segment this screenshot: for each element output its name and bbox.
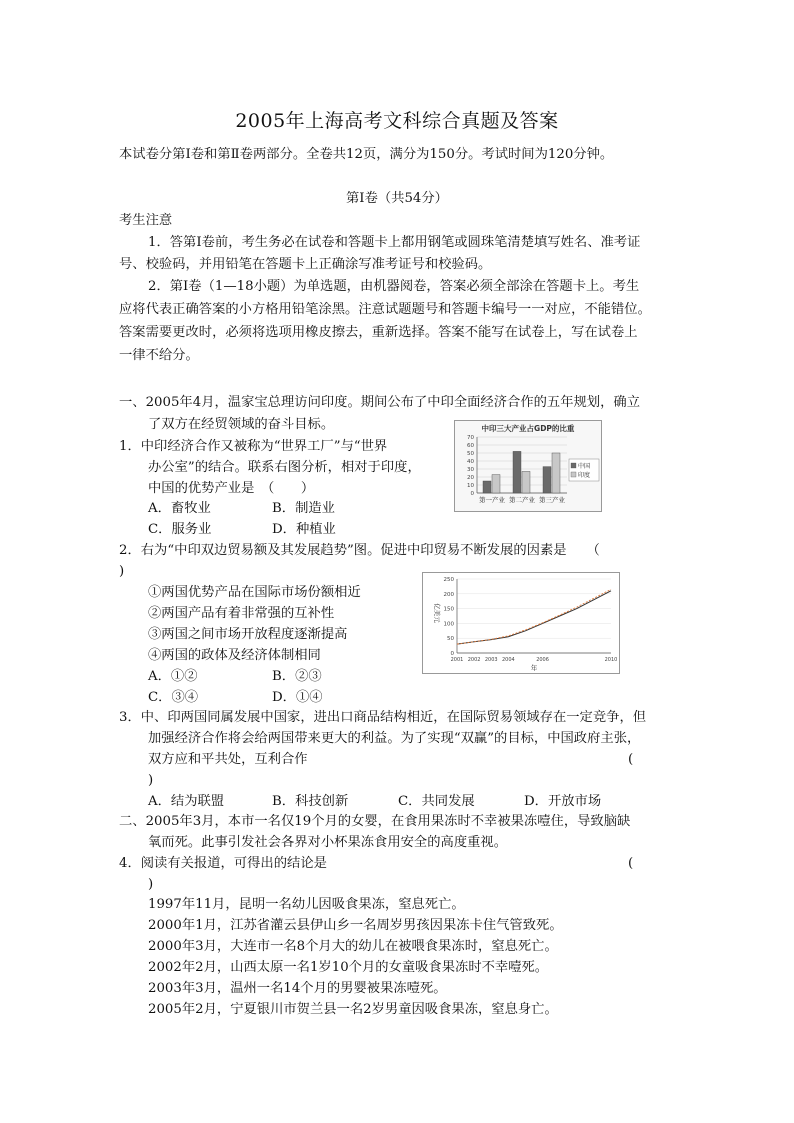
bar-y-tick-label: 60	[467, 443, 474, 449]
line-y-tick-label: 0	[450, 651, 454, 657]
q1-option-b: B．制造业	[272, 501, 335, 516]
bar-y-tick-label: 10	[467, 483, 474, 489]
bar-x-tick-label: 第三产业	[539, 496, 565, 504]
q3-answer-paren-open: (	[628, 752, 634, 767]
line-series-贸易额	[457, 591, 611, 644]
q4-answer-paren-open: (	[628, 856, 634, 871]
bar-中国	[543, 467, 551, 493]
bar-y-tick-label: 70	[467, 435, 474, 441]
bar-中国	[483, 481, 491, 493]
q2-line-1: 2．右为“中印双边贸易额及其发展趋势”图。促进中印贸易不断发展的因素是 （	[119, 543, 600, 558]
q2-item-2: ②两国产品有着非常强的互补性	[148, 606, 335, 621]
q4-line-1: 4．阅读有关报道，可得出的结论是	[119, 856, 327, 871]
q3-line-3: 双方应和平共处，互利合作	[148, 752, 308, 767]
q3-option-b: B．科技创新	[272, 794, 349, 809]
q1-line-3: 中国的优势产业是 （ ）	[148, 481, 315, 496]
line-x-tick-label: 2003	[484, 657, 498, 663]
q2-item-1: ①两国优势产品在国际市场份额相近	[148, 585, 361, 600]
bar-legend-label: 印度	[578, 472, 591, 479]
line-y-tick-label: 150	[443, 606, 454, 613]
q1-line-2: 办公室”的结合。联系右图分析，相对于印度，	[148, 460, 421, 475]
line-x-axis-label: 年	[530, 664, 538, 672]
bar-x-tick-label: 第二产业	[509, 496, 535, 504]
q4-answer-paren-close: )	[148, 877, 154, 892]
q2-option-a: A．①②	[148, 669, 198, 684]
bar-legend-swatch	[571, 472, 576, 477]
line-y-tick-label: 200	[443, 591, 454, 598]
notice-2-line-4: 一律不给分。	[119, 348, 199, 363]
q4-report-2: 2000年1月，江苏省灌云县伊山乡一名周岁男孩因果冻卡住气管致死。	[148, 918, 563, 933]
q2-option-b: B．②③	[272, 669, 322, 684]
notice-2-line-2: 应将代表正确答案的小方格用铅笔涂黑。注意试题题号和答题卡编号一一对应，不能错位。	[119, 302, 651, 317]
bar-y-tick-label: 50	[467, 451, 474, 457]
bar-印度	[492, 475, 500, 493]
q3-option-c: C．共同发展	[398, 794, 475, 809]
line-x-tick-label: 2001	[450, 657, 464, 663]
q2-item-3: ③两国之间市场开放程度逐渐提高	[148, 627, 348, 642]
q2-line-2: )	[119, 564, 125, 579]
industry-gdp-chart	[454, 420, 602, 512]
q4-report-3: 2000年3月，大连市一名8个月大的幼儿在被喂食果冻时，窒息死亡。	[148, 939, 558, 954]
bar-legend-label: 中国	[578, 463, 591, 470]
part-2-stem-line-1: 二、2005年3月，本市一名仅19个月的女婴，在食用果冻时不幸被果冻噎住，导致脑缺	[119, 814, 631, 829]
q1-option-a: A．畜牧业	[148, 501, 211, 516]
q3-option-a: A．结为联盟	[148, 794, 225, 809]
line-series-趋势	[457, 589, 611, 644]
bar-印度	[552, 453, 560, 493]
q3-line-2: 加强经济合作将会给两国带来更大的利益。为了实现“双赢”的目标，中国政府主张，	[148, 731, 641, 746]
q2-item-4: ④两国的政体及经济体制相同	[148, 648, 321, 663]
line-x-tick-label: 2004	[501, 657, 515, 663]
part-1-stem-line-2: 了双方在经贸领域的奋斗目标。	[148, 417, 335, 432]
notice-1-line-2: 号、校验码，并用铅笔在答题卡上正确涂写准考证号和校验码。	[119, 257, 492, 272]
exam-intro: 本试卷分第Ⅰ卷和第Ⅱ卷两部分。全卷共12页，满分为150分。考试时间为120分钟。	[119, 147, 614, 162]
q2-option-d: D．①④	[272, 690, 323, 705]
q1-option-c: C．服务业	[148, 522, 212, 537]
page-title: 2005年上海高考文科综合真题及答案	[235, 110, 559, 132]
line-y-tick-label: 250	[443, 577, 454, 583]
q4-report-1: 1997年11月，昆明一名幼儿因吸食果冻，窒息死亡。	[148, 897, 465, 912]
line-y-tick-label: 100	[443, 621, 454, 628]
bar-chart-svg	[455, 421, 601, 511]
line-chart-svg	[423, 573, 619, 673]
bar-印度	[522, 471, 530, 493]
notice-2-line-1: 2．第Ⅰ卷（1—18小题）为单选题，由机器阅卷，答案必须全部涂在答题卡上。考生	[148, 279, 640, 294]
line-x-tick-label: 2002	[467, 657, 481, 663]
notice-title: 考生注意	[119, 213, 173, 228]
section-title: 第Ⅰ卷（共54分）	[346, 191, 448, 206]
q3-option-d: D．开放市场	[524, 794, 602, 809]
line-x-tick-label: 2006	[536, 657, 549, 663]
part-1-stem-line-1: 一、2005年4月，温家宝总理访问印度。期间公布了中印全面经济合作的五年规划，确立	[119, 395, 640, 410]
chart-title: 中印三大产业占GDP的比重	[481, 424, 575, 433]
notice-2-line-3: 答案需要更改时，必须将选项用橡皮擦去，重新选择。答案不能写在试卷上，写在试卷上	[119, 325, 638, 340]
bar-legend-swatch	[571, 463, 576, 468]
line-y-tick-label: 50	[447, 636, 454, 643]
q3-line-1: 3．中、印两国同属发展中国家，进出口商品结构相近，在国际贸易领域存在一定竞争，但	[119, 710, 647, 725]
trade-trend-chart	[422, 572, 620, 674]
q1-option-d: D．种植业	[272, 522, 336, 537]
bar-y-tick-label: 40	[467, 459, 474, 465]
q3-answer-paren-close: )	[148, 773, 154, 788]
q4-report-5: 2003年3月，温州一名14个月的男婴被果冻噎死。	[148, 981, 447, 996]
bar-中国	[513, 451, 521, 493]
q2-option-c: C．③④	[148, 690, 199, 705]
notice-1-line-1: 1．答第Ⅰ卷前，考生务必在试卷和答题卡上都用钢笔或圆珠笔清楚填写姓名、准考证	[148, 235, 641, 250]
bar-x-tick-label: 第一产业	[479, 496, 505, 504]
bar-y-tick-label: 0	[470, 491, 474, 497]
line-y-axis-label: 亿美元	[433, 603, 441, 623]
q4-report-4: 2002年2月，山西太原一名1岁10个月的女童吸食果冻时不幸噎死。	[148, 960, 549, 975]
q1-line-1: 1．中印经济合作又被称为“世界工厂”与“世界	[119, 439, 388, 454]
bar-y-tick-label: 20	[467, 475, 474, 481]
line-x-tick-label: 2010	[604, 657, 618, 663]
bar-y-tick-label: 30	[467, 467, 474, 473]
part-2-stem-line-2: 氧而死。此事引发社会各界对小杯果冻食用安全的高度重视。	[148, 835, 508, 850]
q4-report-6: 2005年2月，宁夏银川市贺兰县一名2岁男童因吸食果冻，窒息身亡。	[148, 1002, 558, 1017]
